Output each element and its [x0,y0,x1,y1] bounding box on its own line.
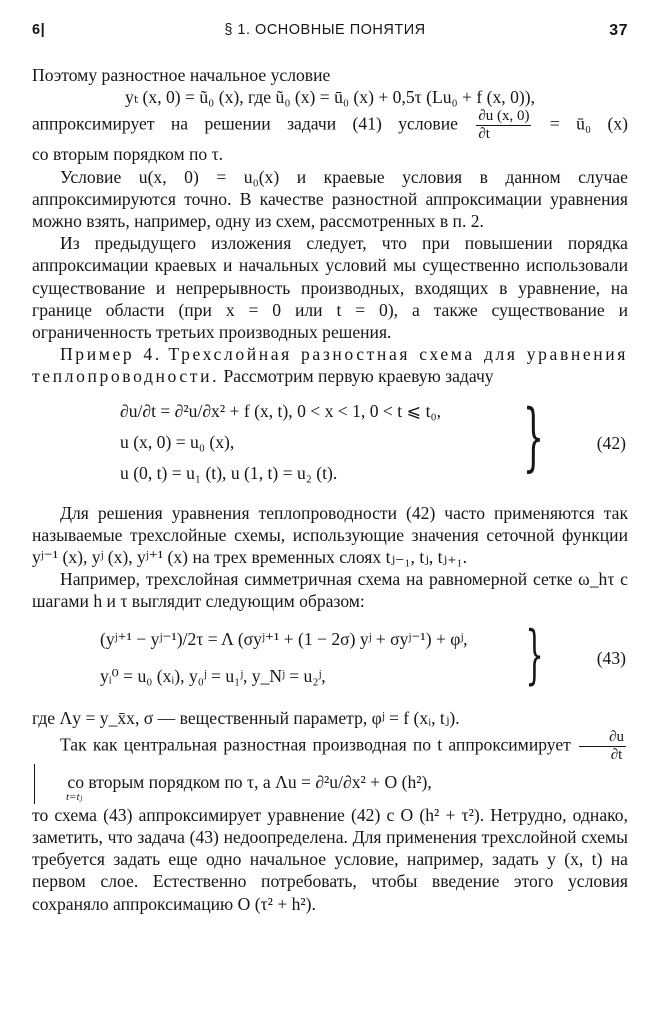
paragraph-intro: Поэтому разностное начальное условие [32,65,331,85]
header-section-mark: 6| [32,22,46,38]
dt-denominator: ∂t [610,746,623,763]
central-difference-text: Так как центральная разностная производная по t аппроксимирует [60,734,571,755]
page-number: 37 [609,22,628,39]
equation-system-43 [32,617,628,699]
eq42-row-2: u (x, 0) = u₀ (x), [120,431,235,452]
right-brace-icon: } [522,393,544,480]
example-title: Трехслойная разностная схема для уравнения теплопроводности. [32,344,629,387]
header-title: § 1. ОСНОВНЫЕ ПОНЯТИЯ [224,22,426,38]
approximates-text: аппроксимирует на решении задачи (41) условие [32,113,458,134]
paragraph-three-layer-schemes: Для решения уравнения теплопроводности (42) часто применяются так называемые трехслойные схемы, использующие значения сеточной функции yʲ⁻¹ (x), yʲ (x), yʲ⁺¹ (x) на трех временных слоях tⱼ₋₁, tⱼ, tⱼ₊₁. [32,502,628,568]
equation-number-42: (42) [596,432,626,453]
eq42-row-3: u (0, t) = u₁ (t), u (1, t) = u₂ (t). [120,462,338,483]
paragraph-condition: Условие u(x, 0) = u₀(x) и краевые условия в данном случае аппроксимируются точно. В качестве разностной аппроксимации уравнения можно взять, например, одну из схем, рассмотренных в п. 2. [32,166,628,232]
evaluation-bar [34,764,83,804]
approximates-rhs: = ū₀ (x) [549,113,628,134]
central-difference-rest: со вторым порядком по τ, а Λu = ∂²u/∂x² + O (h²), [67,771,432,792]
equation-number-43: (43) [596,647,626,668]
example-rest: Рассмотрим первую краевую задачу [223,366,494,387]
fraction-numerator: ∂u (x, 0) [478,108,530,125]
paragraph-approximates [32,108,628,143]
example-label: Пример 4. [60,344,162,365]
page-body [32,64,628,915]
paragraph-scheme-approximates: то схема (43) аппроксимирует уравнение (42) с O (h² + τ²). Нетрудно, однако, заметить, что задача (43) недоопределена. Для применения трехслойной схемы требуется задать еще одно начальное условие, например, задать y (x, t) на первом слое. Естественно потребовать, чтобы введение этого условия сохраняло аппроксимацию O (τ² + h²). [32,804,628,914]
paragraph-symmetric-scheme: Например, трехслойная симметричная схема на равномерной сетке ω_hτ с шагами h и τ выглядит следующим образом: [32,569,628,612]
paragraph-second-order: со вторым порядком по τ. [32,144,224,165]
eq43-row-1: (yʲ⁺¹ − yʲ⁻¹)/2τ = Λ (σyʲ⁺¹ + (1 − 2σ) yʲ + σyʲ⁻¹) + φʲ, [100,628,468,649]
right-brace-icon: } [525,617,544,692]
evaluation-subscript: t=tⱼ [66,790,83,803]
equation-initial-condition: yₜ (x, 0) = ũ₀ (x), где ũ₀ (x) = ū₀ (x) + 0,5τ (Lu₀ + f (x, 0)), [125,87,535,108]
paragraph-example-4 [32,343,628,387]
eq42-row-1: ∂u/∂t = ∂²u/∂x² + f (x, t), 0 < x < 1, 0 < t ⩽ t₀, [120,400,442,421]
paragraph-where: где Λy = y_x̄x, σ — вещественный параметр, φʲ = f (xᵢ, tⱼ). [32,707,460,728]
fraction-denominator: ∂t [478,126,490,143]
eq43-row-2: yᵢ⁰ = u₀ (xᵢ), y₀ʲ = u₁ʲ, y_Nʲ = u₂ʲ, [100,665,326,686]
du-numerator: ∂u [579,729,626,747]
du-dt-fraction [579,729,626,764]
equation-system-42 [32,393,628,492]
partial-derivative-fraction [476,108,531,143]
paragraph-central-difference [32,729,628,804]
paragraph-previous-exposition: Из предыдущего изложения следует, что при повышении порядка аппроксимации краевых и начальных условий мы существенно использовали существование и непрерывность производных, входящих в уравнение, на границе области (при x = 0 или t = 0), а также существование и ограниченность третьих производных решения. [32,233,628,343]
